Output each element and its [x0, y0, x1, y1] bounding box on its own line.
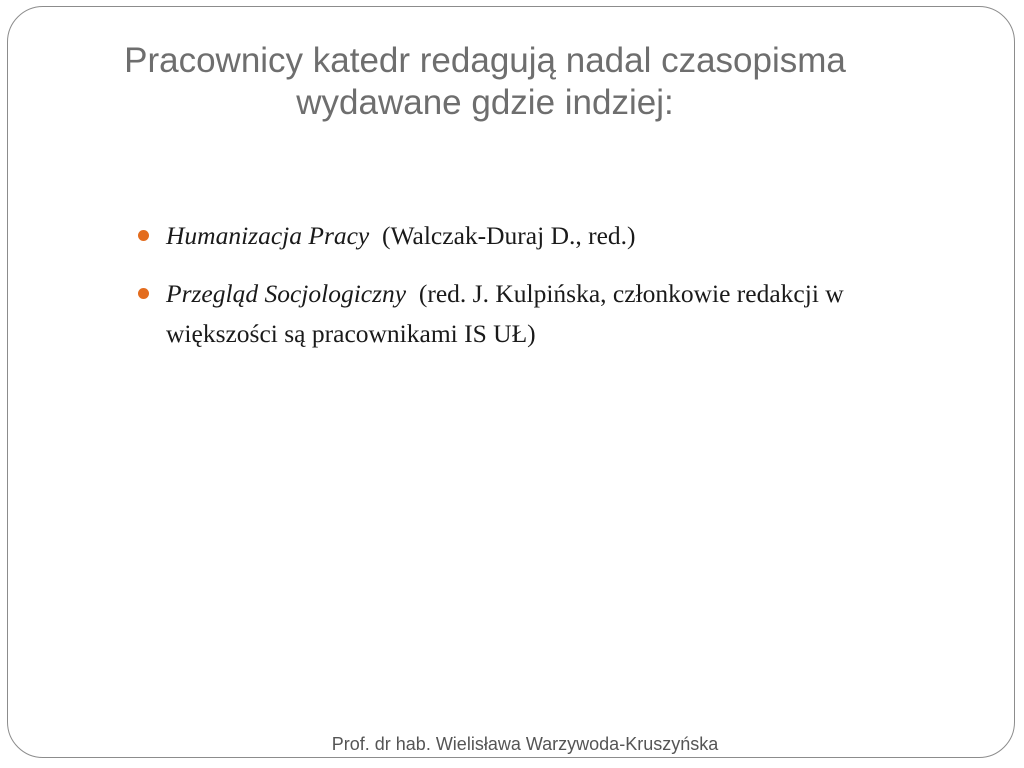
- list-item: [136, 274, 896, 354]
- title-line-2: wydawane gdzie indziej:: [296, 83, 674, 122]
- item-title: Humanizacja Pracy: [166, 221, 370, 250]
- bullet-dot-icon: [138, 288, 149, 299]
- item-title: Przegląd Socjologiczny: [166, 279, 407, 308]
- item-detail: (red. J. Kulpińska, członkowie redakcji w większości są pracownikami IS UŁ): [166, 279, 844, 348]
- list-item: [136, 216, 896, 256]
- title-line-1: Pracownicy katedr redagują nadal czasopisma: [124, 41, 846, 80]
- bullet-list: [136, 216, 896, 372]
- slide-title: [60, 40, 910, 124]
- slide-footer: Prof. dr hab. Wielisława Warzywoda-Kruszyńska: [331, 734, 719, 754]
- bullet-dot-icon: [138, 230, 149, 241]
- item-detail: (Walczak-Duraj D., red.): [382, 221, 636, 250]
